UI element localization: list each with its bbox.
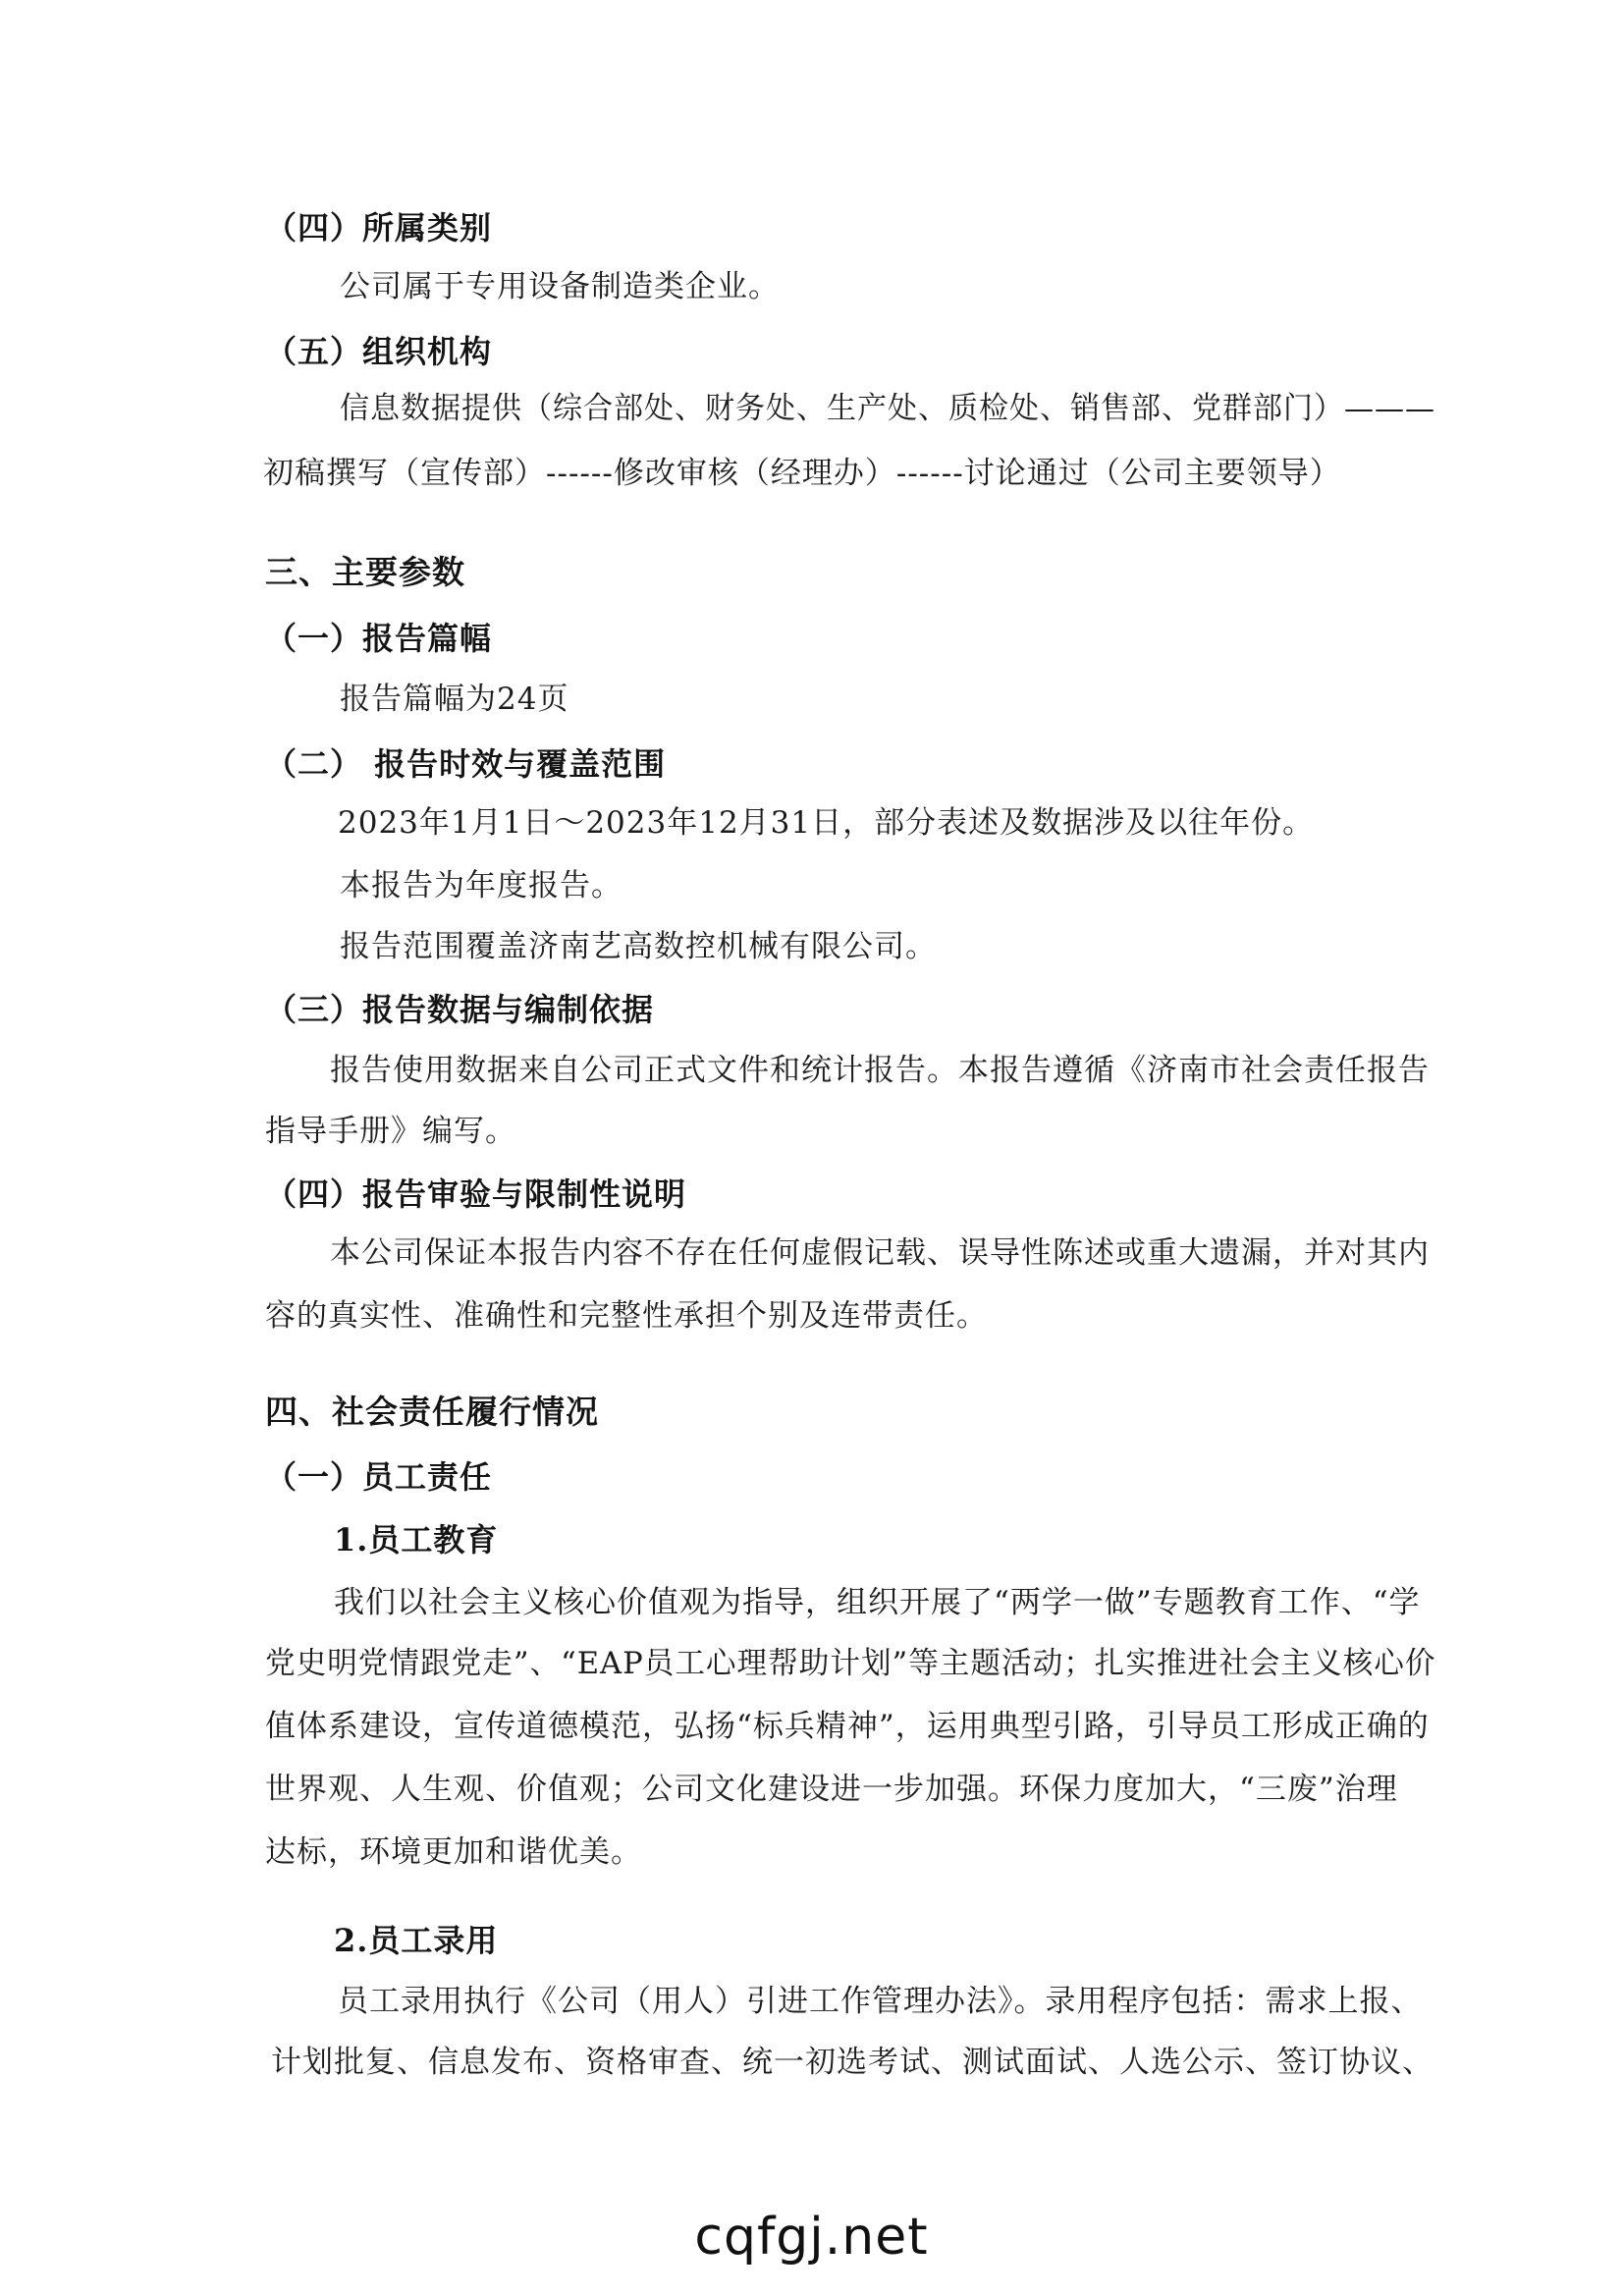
item-heading: 2.员工录用 <box>334 1922 499 1959</box>
paragraph-line: 我们以社会主义核心价值观为指导，组织开展了“两学一做”专题教育工作、“学 <box>334 1585 1421 1620</box>
subsection-heading: （一）员工责任 <box>265 1458 493 1496</box>
paragraph-line: 员工录用执行《公司（用人）引进工作管理办法》。录用程序包括：需求上报、 <box>338 1984 1423 2019</box>
subsection-heading: （四）报告审验与限制性说明 <box>265 1175 687 1213</box>
section-heading: 四、社会责任履行情况 <box>265 1393 599 1431</box>
subsection-heading: （一）报告篇幅 <box>265 620 493 657</box>
paragraph: 本报告为年度报告。 <box>340 868 622 903</box>
subsection-heading: （三）报告数据与编制依据 <box>265 991 655 1028</box>
paragraph-line: 指导手册》编写。 <box>265 1114 516 1149</box>
paragraph-line: 党史明党情跟党走”、“EAP员工心理帮助计划”等主题活动；扎实推进社会主义核心价 <box>265 1646 1436 1681</box>
paragraph-line: 值体系建设，宣传道德模范，弘扬“标兵精神”，运用典型引路，引导员工形成正确的 <box>265 1709 1430 1744</box>
section-heading: 三、主要参数 <box>265 553 465 591</box>
subsection-heading: （二） 报告时效与覆盖范围 <box>265 745 667 783</box>
paragraph-line: 容的真实性、准确性和完整性承担个别及连带责任。 <box>265 1298 988 1334</box>
paragraph: 报告篇幅为24页 <box>340 682 569 717</box>
paragraph-line: 世界观、人生观、价值观；公司文化建设进一步加强。环保力度加大，“三废”治理 <box>265 1772 1398 1807</box>
watermark: cqfgj.net <box>694 2208 929 2267</box>
paragraph-line: 报告使用数据来自公司正式文件和统计报告。本报告遵循《济南市社会责任报告 <box>330 1053 1430 1088</box>
subsection-heading: （五）组织机构 <box>265 333 493 370</box>
paragraph: 公司属于专用设备制造类企业。 <box>340 269 780 304</box>
paragraph: 报告范围覆盖济南艺高数控机械有限公司。 <box>340 929 937 964</box>
paragraph-line: 初稿撰写（宣传部）------修改审核（经理办）------讨论通过（公司主要领导） <box>263 456 1341 491</box>
paragraph-line: 达标，环境更加和谐优美。 <box>265 1834 642 1870</box>
item-heading: 1.员工教育 <box>334 1521 499 1558</box>
paragraph: 2023年1月1日～2023年12月31日，部分表述及数据涉及以往年份。 <box>338 805 1315 841</box>
subsection-heading: （四）所属类别 <box>265 209 493 246</box>
paragraph-line: 信息数据提供（综合部处、财务处、生产处、质检处、销售部、党群部门）——— <box>340 391 1436 426</box>
paragraph-line: 本公司保证本报告内容不存在任何虚假记载、误导性陈述或重大遗漏，并对其内 <box>330 1235 1430 1271</box>
paragraph-line: 计划批复、信息发布、资格审查、统一初选考试、测试面试、人选公示、签订协议、 <box>271 2045 1434 2080</box>
